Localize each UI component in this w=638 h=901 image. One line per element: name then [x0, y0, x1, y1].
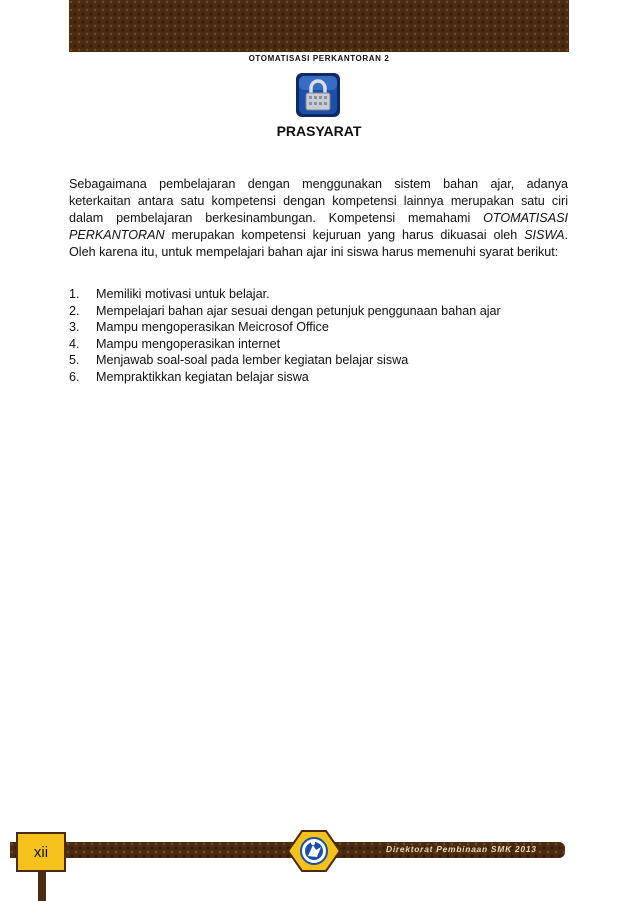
list-item — [69, 336, 568, 353]
intro-paragraph — [69, 176, 568, 261]
lock-icon — [295, 72, 341, 118]
page-number-stem — [38, 872, 46, 901]
page-number: xii — [16, 832, 66, 872]
intro-emphasis-subject: OTOMATISASI PERKANTORAN — [69, 211, 568, 242]
list-item-text: Mempelajari bahan ajar sesuai dengan petunjuk penggunaan bahan ajar — [96, 303, 501, 318]
requirements-list — [69, 286, 568, 386]
list-item — [69, 369, 568, 386]
list-item — [69, 286, 568, 303]
list-item — [69, 319, 568, 336]
list-item-number: 5. — [69, 353, 80, 368]
list-item-number: 1. — [69, 287, 80, 301]
list-item-text: Mempraktikkan kegiatan belajar siswa — [96, 369, 309, 384]
list-item-text: Mampu mengoperasikan Meicrosof Office — [96, 320, 329, 335]
section-title: PRASYARAT — [276, 123, 362, 139]
list-item-number: 2. — [69, 303, 80, 318]
list-item — [69, 303, 568, 320]
list-item-text: Menjawab soal-soal pada lember kegiatan belajar siswa — [96, 353, 409, 368]
footer-credit: Direktorat Pembinaan SMK 2013 — [386, 844, 537, 854]
list-item-number: 4. — [69, 336, 80, 351]
emblem-icon — [286, 829, 342, 873]
top-banner — [69, 0, 569, 52]
list-item-number: 6. — [69, 369, 80, 384]
list-item-text: Memiliki motivasi untuk belajar. — [96, 287, 270, 301]
list-item-number: 3. — [69, 320, 80, 335]
list-item — [69, 352, 568, 369]
intro-emphasis-student: SISWA — [524, 228, 565, 242]
list-item-text: Mampu mengoperasikan internet — [96, 336, 281, 351]
intro-text-3: . Oleh karena itu, untuk mempelajari bahan ajar ini siswa harus memenuhi syarat berikut: — [69, 228, 568, 259]
intro-text-1: Sebagaimana pembelajaran dengan menggunakan sistem bahan ajar, adanya keterkaitan antara satu kompetensi dengan kompetensi lainnya merupakan satu ciri dalam pembelajaran berkesinambungan. Kompetensi memahami — [69, 177, 568, 225]
running-header: OTOMATISASI PERKANTORAN 2 — [248, 54, 390, 63]
intro-text-2: merupakan kompetensi kejuruan yang harus dikuasai oleh — [164, 228, 525, 242]
